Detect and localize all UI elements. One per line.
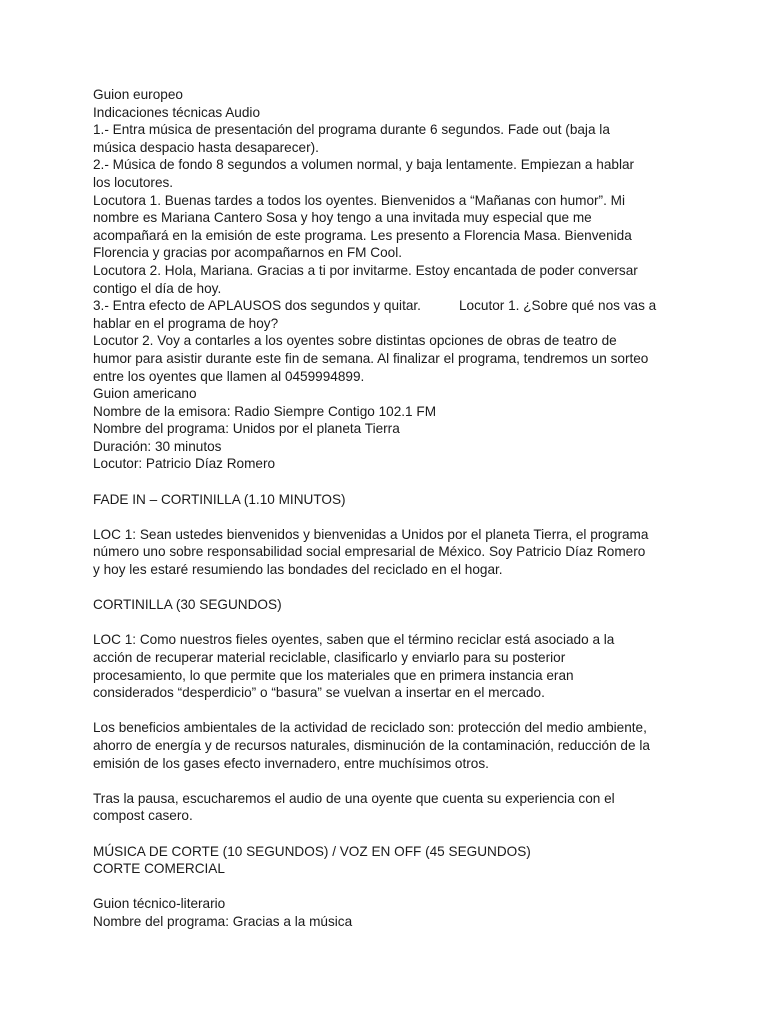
paragraph-line: número uno sobre responsabilidad social empresarial de México. Soy Patricio Díaz Romero xyxy=(93,544,646,560)
section-title-guion-tecnico-literario: Guion técnico-literario xyxy=(93,896,226,912)
blank-line xyxy=(93,702,683,720)
blank-line xyxy=(93,825,683,843)
paragraph-line: música despacio hasta desaparecer). xyxy=(93,139,319,155)
paragraph-line: emisión de los gases efecto invernadero, entre muchísimos otros. xyxy=(93,755,489,771)
program-name: Nombre del programa: Gracias a la música xyxy=(93,913,353,929)
blank-line xyxy=(93,772,683,790)
paragraph-line xyxy=(93,297,683,315)
paragraph-line: Tras la pausa, escucharemos el audio de una oyente que cuenta su experiencia con el xyxy=(93,790,615,806)
paragraph-line: Los beneficios ambientales de la actividad de reciclado son: protección del medio ambiente, xyxy=(93,720,647,736)
paragraph-line: entre los oyentes que llamen al 0459994899. xyxy=(93,368,365,384)
blank-line xyxy=(93,878,683,896)
paragraph-line: LOC 1: Como nuestros fieles oyentes, saben que el término reciclar está asociado a la xyxy=(93,632,615,648)
paragraph-line: nombre es Mariana Cantero Sosa y hoy tengo a una invitada muy especial que me xyxy=(93,210,592,226)
document-body xyxy=(93,86,683,931)
paragraph-line: procesamiento, lo que permite que los materiales que en primera instancia eran xyxy=(93,667,574,683)
section-subtitle-indicaciones: Indicaciones técnicas Audio xyxy=(93,104,261,120)
section-title-guion-europeo: Guion europeo xyxy=(93,87,183,102)
line-segment: 3.- Entra efecto de APLAUSOS dos segundos y quitar. xyxy=(93,298,421,314)
cue-line: MÚSICA DE CORTE (10 SEGUNDOS) / VOZ EN OFF (45 SEGUNDOS) xyxy=(93,843,531,859)
paragraph-line: y hoy les estaré resumiendo las bondades del reciclado en el hogar. xyxy=(93,562,503,578)
section-title-guion-americano: Guion americano xyxy=(93,386,197,402)
program-name: Nombre del programa: Unidos por el planeta Tierra xyxy=(93,421,400,437)
line-segment: Locutor 1. ¿Sobre qué nos vas a xyxy=(458,298,657,314)
blank-line xyxy=(93,579,683,597)
paragraph-line: LOC 1: Sean ustedes bienvenidos y bienvenidas a Unidos por el planeta Tierra, el programa xyxy=(93,526,649,542)
paragraph-line: ahorro de energía y de recursos naturales, disminución de la contaminación, reducción de la xyxy=(93,737,650,753)
cue-line: CORTE COMERCIAL xyxy=(93,861,225,877)
paragraph-line: 2.- Música de fondo 8 segundos a volumen normal, y baja lentamente. Empiezan a hablar xyxy=(93,157,635,173)
paragraph-line: Locutora 2. Hola, Mariana. Gracias a ti por invitarme. Estoy encantada de poder conversar xyxy=(93,262,638,278)
paragraph-line: compost casero. xyxy=(93,808,193,824)
paragraph-line: hablar en el programa de hoy? xyxy=(93,315,279,331)
paragraph-line: acompañará en la emisión de este programa. Les presento a Florencia Masa. Bienvenida xyxy=(93,227,632,243)
blank-line xyxy=(93,473,683,491)
paragraph-line: Florencia y gracias por acompañarnos en FM Cool. xyxy=(93,245,403,261)
blank-line xyxy=(93,508,683,526)
paragraph-line: acción de recuperar material reciclable, clasificarlo y enviarlo para su posterior xyxy=(93,650,566,665)
paragraph-line: Locutora 1. Buenas tardes a todos los oyentes. Bienvenidos a “Mañanas con humor”. Mi xyxy=(93,192,625,208)
host-name: Locutor: Patricio Díaz Romero xyxy=(93,456,276,472)
paragraph-line: humor para asistir durante este fin de semana. Al finalizar el programa, tendremos un sorteo xyxy=(93,350,649,366)
cue-line: CORTINILLA (30 SEGUNDOS) xyxy=(93,597,282,613)
paragraph-line: Locutor 2. Voy a contarles a los oyentes sobre distintas opciones de obras de teatro de xyxy=(93,333,617,349)
duration: Duración: 30 minutos xyxy=(93,438,222,454)
paragraph-line: 1.- Entra música de presentación del programa durante 6 segundos. Fade out (baja la xyxy=(93,122,610,138)
station-name: Nombre de la emisora: Radio Siempre Contigo 102.1 FM xyxy=(93,403,437,419)
blank-line xyxy=(93,614,683,632)
paragraph-line: considerados “desperdicio” o “basura” se vuelvan a insertar en el mercado. xyxy=(93,685,545,701)
cue-line: FADE IN – CORTINILLA (1.10 MINUTOS) xyxy=(93,491,346,507)
paragraph-line: contigo el día de hoy. xyxy=(93,280,222,296)
paragraph-line: los locutores. xyxy=(93,174,174,190)
